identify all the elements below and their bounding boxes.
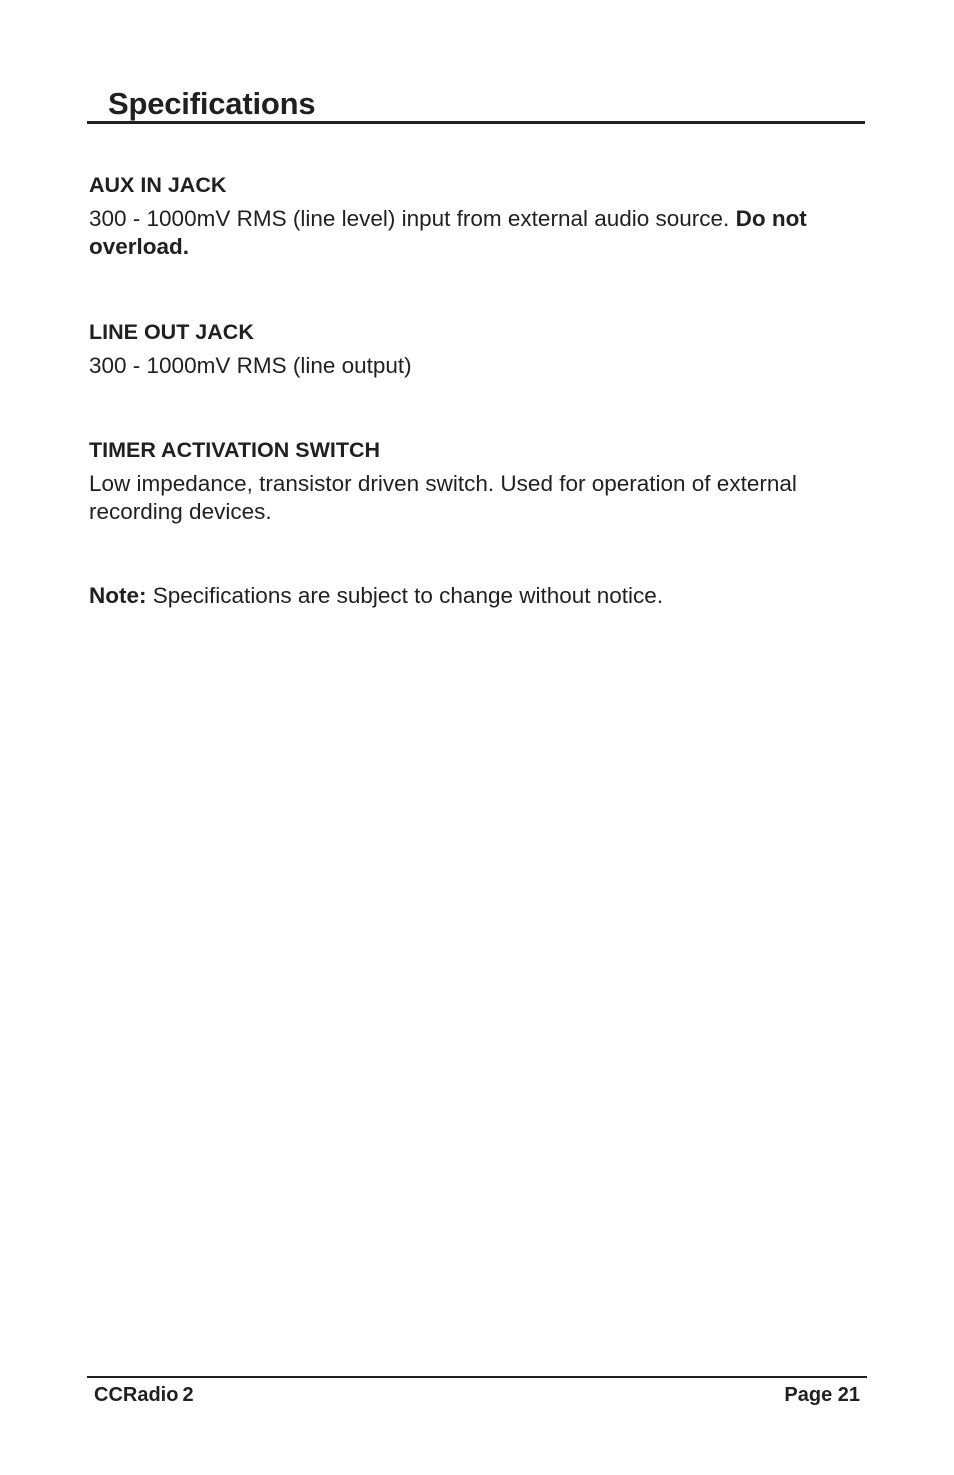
spec-section-aux-in bbox=[89, 171, 859, 261]
section-body: Low impedance, transistor driven switch. Used for operation of external recording devices. bbox=[89, 471, 797, 524]
spec-section-line-out bbox=[89, 318, 859, 380]
footer-product-name: CCRadio 2 bbox=[94, 1384, 194, 1406]
footer-page-number: Page 21 bbox=[784, 1384, 860, 1406]
section-body: 300 - 1000mV RMS (line output) bbox=[89, 353, 412, 378]
section-body bbox=[89, 205, 859, 261]
section-heading: TIMER ACTIVATION SWITCH bbox=[89, 438, 381, 462]
section-body-text: 300 - 1000mV RMS (line level) input from external audio source. bbox=[89, 206, 730, 231]
section-heading: AUX IN JACK bbox=[89, 173, 227, 197]
section-heading: LINE OUT JACK bbox=[89, 320, 254, 344]
spec-section-timer-switch bbox=[89, 436, 859, 526]
note-text: Specifications are subject to change without notice. bbox=[152, 583, 664, 608]
note bbox=[89, 582, 859, 610]
page-title: Specifications bbox=[108, 86, 316, 121]
note-label: Note: bbox=[89, 583, 147, 608]
footer-divider bbox=[87, 1376, 867, 1378]
title-divider bbox=[87, 121, 865, 124]
section-body-warning: Do not overload. bbox=[89, 206, 807, 259]
